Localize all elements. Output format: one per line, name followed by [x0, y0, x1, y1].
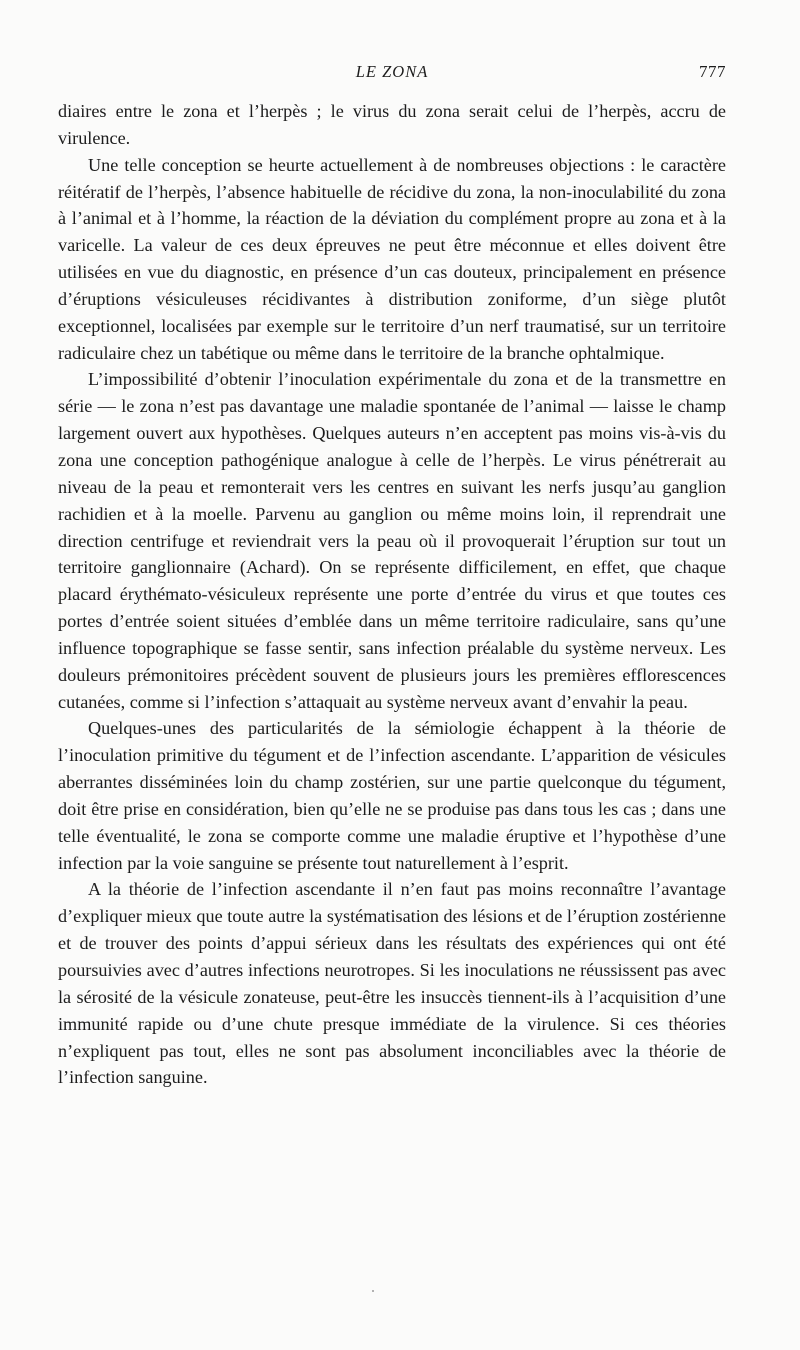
paragraph: A la théorie de l’infection ascendante il n’en faut pas moins reconnaître l’avantage d’expliquer mieux que toute autre la systématisation des lésions et de l’éruption zostérienne et de trouver des points d’appui sérieux dans les résultats des expériences qui ont été poursuivies avec d’autres infections neurotropes. Si les inoculations ne réussissent pas avec la sérosité de la vésicule zonateuse, peut-être les insuccès tiennent-ils à l’acquisition d’une immunité rapide ou d’une chute presque immédiate de la virulence. Si ces théories n’expliquent pas tout, elles ne sont pas absolument inconciliables avec la théorie de l’infection sanguine.	[58, 879, 726, 1088]
paragraph: Quelques-unes des particularités de la sémiologie échappent à la théorie de l’inoculation primitive du tégument et de l’infection ascendante. L’apparition de vésicules aberrantes disséminées loin du champ zostérien, sur une partie quelconque du tégument, doit être prise en considération, bien qu’elle ne se produise pas dans tous les cas ; dans une telle éventualité, le zona se comporte comme une maladie éruptive et l’hypothèse d’une infection par la voie sanguine se présente tout naturellement à l’esprit.	[58, 718, 726, 873]
paper-speck	[372, 1290, 374, 1292]
paragraph: Une telle conception se heurte actuellement à de nombreuses objections : le caractère réitératif de l’herpès, l’absence habituelle de récidive du zona, la non-inoculabilité du zona à l’animal et à l’homme, la réaction de la déviation du complément propre au zona et à la varicelle. La valeur de ces deux épreuves ne peut être méconnue et elles doivent être utilisées en vue du diagnostic, en présence d’un cas douteux, principalement en présence d’éruptions vésiculeuses récidivantes à distribution zoniforme, d’un siège plutôt exceptionnel, localisées par exemple sur le territoire d’un nerf traumatisé, sur un territoire radiculaire chez un tabétique ou même dans le territoire de la branche ophtalmique.	[58, 154, 726, 363]
paragraph: L’impossibilité d’obtenir l’inoculation expérimentale du zona et de la transmettre en série — le zona n’est pas davantage une maladie spontanée de l’animal — laisse le champ largement ouvert aux hypothèses. Quelques auteurs n’en acceptent pas moins vis-à-vis du zona une conception pathogénique analogue à celle de l’herpès. Le virus pénétrerait au niveau de la peau et remonterait vers les centres en suivant les nerfs jusqu’au ganglion rachidien et à la moelle. Parvenu au ganglion ou même moins loin, il reprendrait une direction centrifuge et reviendrait vers la peau où il provoquerait l’éruption sur tout un territoire ganglionnaire (Achard). On se représente difficilement, en effet, que chaque placard érythémato-vésiculeux représente une porte d’entrée du virus et que toutes ces portes d’entrée soient situées d’emblée dans un même territoire radiculaire, sans qu’une influence topographique se fasse sentir, sans infection préalable du système nerveux. Les douleurs prémonitoires précèdent souvent de plusieurs jours les premières efflorescences cutanées, comme si l’infection s’attaquait au système nerveux avant d’envahir la peau.	[58, 369, 726, 712]
body-text	[58, 98, 726, 1091]
running-title: LE ZONA	[355, 62, 429, 81]
paragraph-continuation: diaires entre le zona et l’herpès ; le virus du zona serait celui de l’herpès, accru de virulence.	[58, 101, 726, 148]
page-header	[58, 62, 726, 88]
page-number: 777	[699, 62, 726, 81]
